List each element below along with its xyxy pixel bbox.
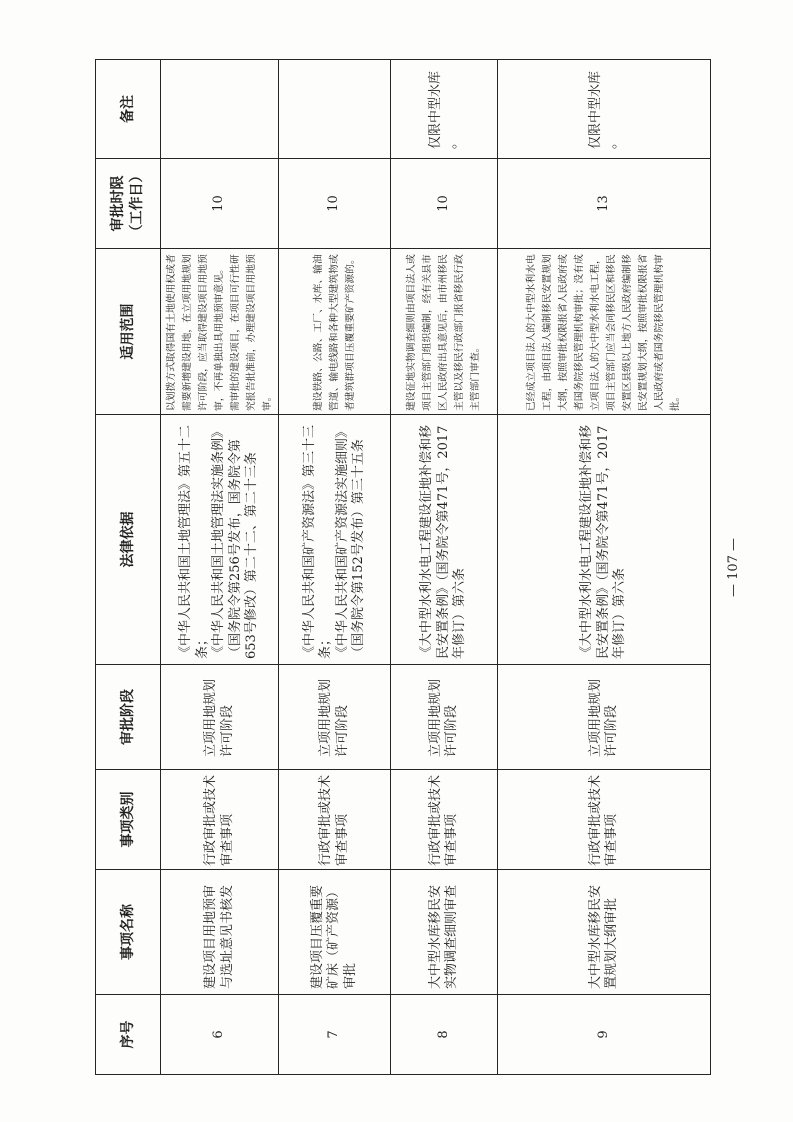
scope-paragraph: 建设征地实物调查细则由项目法人或项目主管部门组织编制，经有关县市区人民政府出具意见后，由市州移民主管以及移民行政部门报省移民行政主管部门审查。 xyxy=(406,254,481,411)
cell-time-limit: 10 xyxy=(391,159,498,249)
cell-legal-basis xyxy=(161,415,279,665)
cell-scope xyxy=(391,249,498,415)
header-scope: 适用范围 xyxy=(96,249,161,415)
table-row xyxy=(391,60,498,1075)
header-item-category: 事项类别 xyxy=(96,770,161,870)
cell-approval-stage: 立项用地规划许可阶段 xyxy=(279,665,391,770)
header-item-name: 事项名称 xyxy=(96,870,161,995)
cell-scope xyxy=(498,249,711,415)
cell-legal-basis xyxy=(279,415,391,665)
header-time-limit-title: 审批时限 xyxy=(110,175,126,232)
table-row xyxy=(498,60,711,1075)
cell-seq: 7 xyxy=(279,995,391,1075)
rotated-table-sheet xyxy=(95,60,755,1075)
cell-remarks: 仅限中型水库。 xyxy=(391,60,498,159)
cell-time-limit: 13 xyxy=(498,159,711,249)
cell-time-limit: 10 xyxy=(279,159,391,249)
header-approval-stage: 审批阶段 xyxy=(96,665,161,770)
scope-paragraph: 已经成立项目法人的大中型水利水电工程，由项目法人编制移民安置规划大纲，按照审批权限报省人民政府或者国务院移民管理机构审批；没有成立项目法人的大中型水利水电工程，项目主管部门应当会同移民区和移民安置区县级以上地方人民政府编制移民安置规划大纲，按照审批权限报省人民政府或者国务院移民管理机构审批。 xyxy=(526,254,681,411)
cell-time-limit: 10 xyxy=(161,159,279,249)
table-row xyxy=(161,60,279,1075)
header-seq: 序号 xyxy=(96,995,161,1075)
header-legal-basis: 法律依据 xyxy=(96,415,161,665)
cell-item-category: 行政审批或技术审查事项 xyxy=(161,770,279,870)
cell-item-category: 行政审批或技术审查事项 xyxy=(279,770,391,870)
cell-scope xyxy=(161,249,279,415)
cell-item-name: 大中型水库移民安置规划大纲审批 xyxy=(498,870,711,995)
legal-basis-clause: 《中华人民共和国矿产资源法实施细则》（国务院令第152号发布）第三十五条 xyxy=(334,424,366,659)
cell-legal-basis xyxy=(498,415,711,665)
cell-remarks: 仅限中型水库。 xyxy=(498,60,711,159)
cell-seq: 8 xyxy=(391,995,498,1075)
cell-legal-basis xyxy=(391,415,498,665)
cell-approval-stage: 立项用地规划许可阶段 xyxy=(391,665,498,770)
legal-basis-clause: 《中华人民共和国矿产资源法》第三十三条； xyxy=(301,424,333,659)
cell-remarks xyxy=(279,60,391,159)
header-time-limit-unit: （工作日） xyxy=(129,168,145,239)
cell-scope xyxy=(279,249,391,415)
approval-items-table xyxy=(95,59,711,1075)
cell-approval-stage: 立项用地规划许可阶段 xyxy=(498,665,711,770)
cell-item-category: 行政审批或技术审查事项 xyxy=(498,770,711,870)
legal-basis-clause: 《大中型水利水电工程建设征地补偿和移民安置条例》（国务院令第471号，2017年修订）第六条 xyxy=(419,424,468,659)
cell-item-name: 建设项目压覆重要矿床（矿产资源）审批 xyxy=(279,870,391,995)
cell-seq: 6 xyxy=(161,995,279,1075)
header-remarks: 备注 xyxy=(96,60,161,159)
cell-item-name: 大中型水库移民安实物调查细则审查 xyxy=(391,870,498,995)
legal-basis-clause: 《大中型水利水电工程建设征地补偿和移民安置条例》（国务院令第471号，2017年修订）第六条 xyxy=(579,424,628,659)
legal-basis-clause: 《中华人民共和国土地管理法实施条例》（国务院令第256号发布，国务院令第653号修改）第二十二、第二十三条 xyxy=(211,424,260,659)
cell-item-category: 行政审批或技术审查事项 xyxy=(391,770,498,870)
cell-approval-stage: 立项用地规划许可阶段 xyxy=(161,665,279,770)
scope-paragraph: 建设铁路、公路、工厂、水库、输油管道、输电线路和各种大型建筑物或者建筑群项目压覆重要矿产资源的。 xyxy=(312,254,356,411)
page-number: — 107 — xyxy=(726,537,741,598)
header-time-limit xyxy=(96,159,161,249)
scope-paragraph: 需审批的建设项目，在项目可行性研究报告批准前，办理建设项目用地预审。 xyxy=(229,254,273,411)
cell-item-name: 建设项目用地预审与选址意见书核发 xyxy=(161,870,279,995)
cell-seq: 9 xyxy=(498,995,711,1075)
table-header-row xyxy=(96,60,161,1075)
scope-paragraph: 以划拨方式取得国有土地使用权或者需要新增建设用地，在立项用地规划许可阶段，应当取得建设项目用地预审，不再单独出具用地预审意见。 xyxy=(165,254,225,411)
table-row xyxy=(279,60,391,1075)
cell-remarks xyxy=(161,60,279,159)
legal-basis-clause: 《中华人民共和国土地管理法》第五十二条； xyxy=(178,424,210,659)
